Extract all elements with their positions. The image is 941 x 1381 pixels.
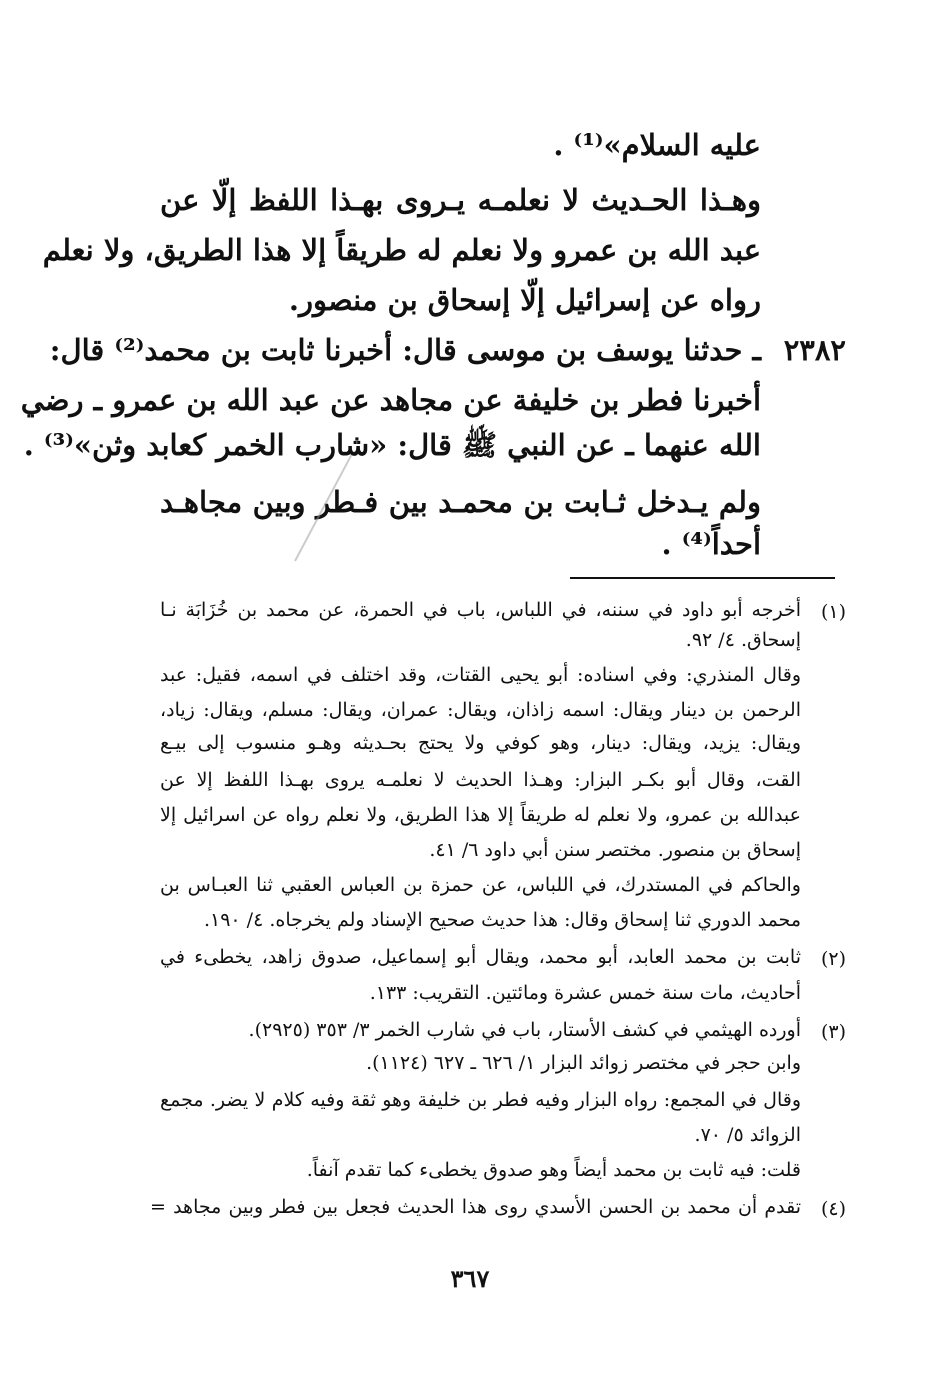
main-line-8: ولم يـدخل ثـابت بن محمـد بين فـطر وبين مجاهـد (160, 485, 761, 519)
footnote-1-number: (١) (820, 601, 846, 623)
footnote-1-line: الرحمن بن دينار ويقال: اسمه زاذان، ويقال: عمران، ويقال: مسلم، ويقال: زياد، (160, 699, 801, 721)
footnote-3-line: الزوائد ٥/ ٧٠. (694, 1124, 801, 1146)
footnote-1-line: ويقال: يزيد، ويقال: دينار، وهو كوفي ولا يحتج بحـديثه وهـو منسوب إلى بيـع (160, 732, 801, 754)
footnote-2-line: ثابت بن محمد العابد، أبو محمد، ويقال أبو إسماعيل، صدوق زاهد، يخطىء في (160, 946, 801, 968)
footnote-1-line: وقال المنذري: وفي اسناده: أبو يحيى القتات، وقد اختلف في اسمه، فقيل: عبد (160, 664, 801, 686)
main-line-7: الله عنهما ـ عن النبي ﷺ قال: «شارب الخمر كعابد وثن»⁽³⁾ . (23, 428, 761, 462)
footnote-1-line: والحاكم في المستدرك، في اللباس، عن حمزة بن العباس العقبي ثنا العبـاس بن (160, 874, 801, 896)
footnote-1-line: إسحاق. ٤/ ٩٢. (685, 629, 801, 651)
footnote-2-number: (٢) (820, 948, 846, 970)
footnote-1-line: أخرجه أبو داود في سننه، في اللباس، باب في الحمرة، عن محمد بن خُزَابَة نـا (160, 599, 801, 621)
footnote-3-line: أورده الهيثمي في كشف الأستار، باب في شارب الخمر ٣/ ٣٥٣ (٢٩٢٥). (248, 1019, 801, 1041)
hadith-number: ٢٣٨٢ (783, 333, 846, 367)
main-line-4: رواه عن إسرائيل إلّا إسحاق بن منصور. (288, 283, 761, 317)
footnote-3-line: وقال في المجمع: رواه البزار وفيه فطر بن خليفة وهو ثقة وفيه كلام لا يضر. مجمع (160, 1089, 801, 1111)
main-line-6: أخبرنا فطر بن خليفة عن مجاهد عن عبد الله بن عمرو ـ رضي (20, 383, 761, 417)
footnote-4-line: تقدم أن محمد بن الحسن الأسدي روى هذا الحديث فجعل بين فطر وبين مجاهد = (150, 1196, 801, 1218)
footnote-4-number: (٤) (820, 1198, 846, 1220)
footnote-1-line: إسحاق بن منصور. مختصر سنن أبي داود ٦/ ٤١. (429, 839, 801, 861)
main-line-5: ـ حدثنا يوسف بن موسى قال: أخبرنا ثابت بن محمد⁽²⁾ قال: (49, 333, 761, 367)
footnote-3-line: وابن حجر في مختصر زوائد البزار ١/ ٦٢٦ ـ ٦٢٧ (١١٢٤). (366, 1052, 801, 1074)
footnote-1-line: محمد الدوري ثنا إسحاق وقال: هذا حديث صحيح الإسناد ولم يخرجاه. ٤/ ١٩٠. (203, 909, 801, 931)
footnote-separator (570, 577, 835, 579)
footnote-3-number: (٣) (820, 1021, 846, 1043)
main-line-2: وهـذا الحـديث لا نعلمـه يـروى بهـذا اللفظ إلّا عن (160, 183, 761, 217)
main-line-3: عبد الله بن عمرو ولا نعلم له طريقاً إلا هذا الطريق، ولا نعلم (42, 233, 761, 267)
page-number: ٣٦٧ (450, 1264, 490, 1293)
footnote-3-line: قلت: فيه ثابت بن محمد أيضاً وهو صدوق يخطىء كما تقدم آنفاً. (306, 1159, 801, 1181)
main-line-1: عليه السلام»⁽¹⁾ . (553, 128, 761, 162)
footnote-2-line: أحاديث، مات سنة خمس عشرة ومائتين. التقريب: ١٣٣. (369, 982, 801, 1004)
main-line-9: أحداً⁽⁴⁾ . (661, 527, 761, 561)
footnote-1-line: القت، وقال أبو بكـر البزار: وهـذا الحديث لا نعلمـه يروى بهـذا اللفظ إلا عن (160, 769, 801, 791)
footnote-1-line: عبدالله بن عمرو، ولا نعلم له طريقاً إلا هذا الطريق، ولا نعلم رواه عن اسرائيل إلا (160, 804, 801, 826)
